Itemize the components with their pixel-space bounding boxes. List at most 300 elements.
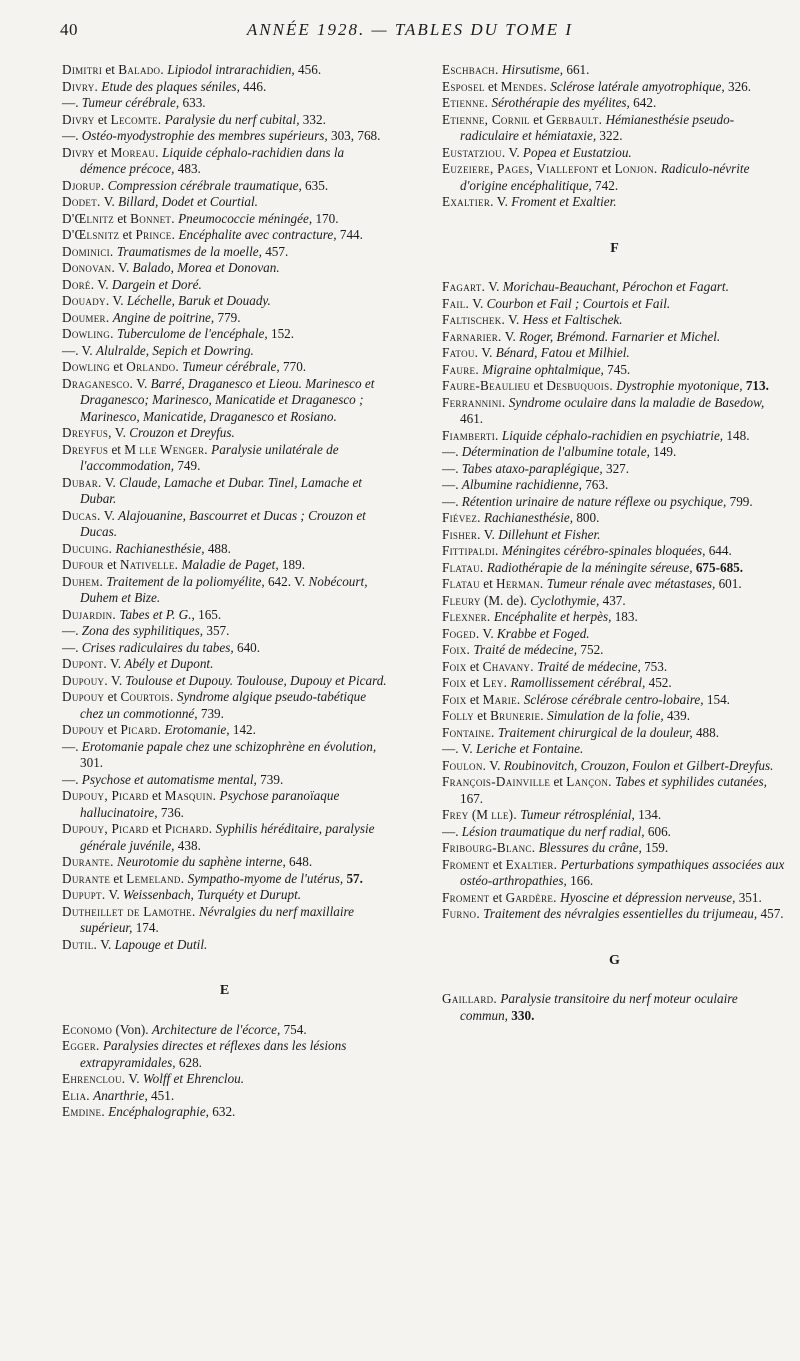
article-title: Traité de médecine,	[537, 658, 641, 674]
index-entry	[62, 260, 387, 277]
author-name: François-Dainville	[442, 774, 551, 789]
entry-text: V.	[109, 656, 122, 671]
article-title: Dargein et Doré.	[111, 276, 202, 292]
author-name: Faure-Beaulieu	[442, 378, 531, 393]
index-entry	[442, 79, 787, 96]
article-title: Roubinovitch, Crouzon, Foulon et Gilbert-Dreyfus.	[503, 757, 774, 773]
entry-text: 438.	[177, 837, 201, 853]
entry-text: 165.	[198, 606, 222, 622]
entry-text: 770.	[283, 359, 307, 374]
author-name: Dupont.	[62, 656, 107, 671]
entry-text: 303, 768.	[330, 128, 381, 143]
index-entry	[442, 906, 787, 923]
article-title: Lésion traumatique du nerf radial,	[461, 823, 645, 839]
index-entry	[442, 395, 787, 428]
article-title: Paralysie transitoire du nerf moteur oculaire commun,	[460, 991, 738, 1023]
index-entry	[442, 991, 787, 1024]
entry-text: 763.	[585, 477, 609, 492]
index-entry	[62, 79, 387, 96]
author-name: Durante.	[62, 854, 114, 869]
entry-text: 483.	[177, 161, 201, 176]
author-name: Desbuquois.	[546, 378, 613, 393]
index-entry	[62, 62, 387, 79]
author-name: lle Wenger.	[139, 441, 208, 457]
article-title: Radiculo-névrite d'origine encéphalitique,	[460, 161, 750, 193]
entry-text: 648.	[289, 854, 313, 869]
entry-text: —.	[442, 460, 459, 476]
index-entry	[442, 857, 787, 890]
entry-text: 642. V.	[267, 573, 306, 589]
author-name: Lecomte.	[110, 111, 162, 127]
index-entry	[62, 673, 387, 690]
author-name: Dowling.	[62, 326, 114, 341]
index-entry	[442, 725, 787, 742]
article-title: Tabes et syphilides cutanées,	[615, 774, 767, 789]
author-name: Dowling	[62, 359, 111, 374]
index-entry	[62, 326, 387, 343]
entry-text: 644.	[708, 543, 732, 558]
article-title: Toulouse et Dupouy. Toulouse, Dupouy et Picard.	[125, 672, 387, 688]
entry-text: 148.	[726, 427, 750, 443]
article-title: Crouzon et Dreyfus.	[129, 425, 235, 440]
entry-text: 456.	[298, 62, 322, 77]
article-title: Liquide céphalo-rachidien en psychiatrie,	[501, 427, 724, 443]
index-entry	[62, 623, 387, 640]
article-title: Psychose et automatisme mental,	[81, 771, 257, 787]
article-title: Albumine rachidienne,	[461, 477, 582, 492]
article-title: Erotomanie papale chez une schizophrène en évolution,	[81, 738, 377, 754]
index-entry	[62, 739, 387, 772]
index-entry	[62, 722, 387, 739]
entry-text: —.	[62, 128, 79, 143]
article-title: Maladie de Paget,	[181, 557, 279, 572]
article-title: Ramollissement cérébral,	[510, 675, 646, 690]
section-letter-heading: F	[610, 240, 619, 256]
author-name: Balado.	[118, 62, 164, 77]
entry-text: 800.	[576, 510, 600, 525]
entry-text: 744.	[339, 227, 363, 242]
author-name: Chavany.	[482, 658, 534, 674]
entry-text: 357.	[206, 623, 230, 638]
entry-text: V.	[111, 672, 123, 688]
entry-text: et	[469, 691, 480, 707]
index-entry	[62, 95, 387, 112]
author-name: D'Œlnitz	[62, 210, 115, 226]
entry-text: V.	[114, 425, 126, 440]
article-title: Roger, Brémond. Farnarier et Michel.	[519, 328, 721, 344]
article-title: Ostéo-myodystrophie des membres supérieurs,	[81, 128, 328, 143]
entry-text: (M	[471, 807, 488, 822]
index-entry	[62, 310, 387, 327]
entry-text: 633.	[182, 95, 206, 110]
author-name: Faltischek.	[442, 312, 506, 327]
entry-text: et	[533, 378, 544, 393]
index-entry	[62, 557, 387, 574]
entry-text: 189.	[281, 557, 305, 572]
author-name: Orlando.	[126, 359, 179, 374]
author-name: Foix	[442, 658, 467, 674]
author-name: Gardère.	[505, 889, 557, 905]
entry-text: —.	[442, 493, 459, 509]
author-name: D'Œlsnitz	[62, 227, 120, 242]
entry-text: et	[113, 870, 123, 886]
entry-text: V.	[128, 1071, 140, 1086]
article-title: Simulation de la folie,	[547, 708, 664, 723]
article-title: Encéphalite et herpès,	[493, 609, 612, 624]
author-name: Fittipaldi.	[442, 543, 499, 558]
author-name: Mendes.	[500, 78, 547, 94]
index-entry	[62, 194, 387, 211]
index-entry	[442, 329, 787, 346]
left-column	[62, 62, 387, 1121]
entry-text: —.	[442, 823, 459, 839]
entry-text: et	[492, 889, 503, 905]
entry-text: V.	[136, 375, 148, 391]
entry-text: 745.	[607, 361, 631, 377]
index-entry	[442, 807, 787, 824]
entry-text: V.	[489, 757, 501, 773]
article-title: Encéphalographie,	[108, 1104, 209, 1119]
entry-text: 170.	[315, 210, 339, 226]
article-title: Tumeur rétrosplénial,	[520, 807, 635, 822]
page-header	[60, 20, 760, 44]
author-name: Dutheillet de Lamothe.	[62, 903, 196, 919]
entry-text: 753.	[644, 658, 668, 674]
entry-text: 642.	[633, 95, 657, 110]
entry-text: et	[97, 111, 108, 127]
article-title: Sérothérapie des myélites,	[491, 95, 630, 110]
entry-text: 452.	[648, 675, 672, 690]
entry-text: —.	[62, 738, 79, 754]
entry-text: 601.	[718, 576, 742, 591]
index-entry	[442, 378, 787, 395]
article-title: Etude des plaques séniles,	[101, 78, 240, 94]
index-entry	[442, 428, 787, 445]
article-title: Syphilis héréditaire, paralysie générale juvénile,	[80, 821, 375, 853]
index-entry	[62, 359, 387, 376]
index-entry	[62, 293, 387, 310]
entry-text: 152.	[270, 326, 295, 341]
author-name: Ducuing.	[62, 540, 113, 556]
index-entry	[62, 227, 387, 244]
author-name: Dominici.	[62, 243, 114, 259]
author-name: Dutil.	[62, 936, 98, 952]
author-name: Exaltier.	[442, 194, 494, 209]
article-title: Neurotomie du saphène interne,	[117, 854, 286, 869]
author-name: Pichard.	[164, 821, 213, 836]
article-title: Rachianesthésie,	[115, 540, 205, 556]
article-title: Dillehunt et Fisher.	[498, 526, 601, 542]
index-entry	[442, 194, 787, 211]
author-name: Ehrenclou.	[62, 1071, 126, 1086]
running-title: ANNÉE 1928. — TABLES DU TOME I	[246, 20, 574, 39]
author-name: Foulon.	[442, 757, 487, 773]
entry-text: V.	[103, 194, 115, 209]
index-entry	[62, 1022, 387, 1039]
article-title: Popea et Eustatziou.	[522, 144, 632, 160]
entry-text: V.	[483, 526, 495, 542]
author-name: Exaltier.	[505, 856, 558, 872]
index-entry	[62, 1088, 387, 1105]
article-title: Dystrophie myotonique,	[616, 378, 743, 393]
entry-text: 661.	[566, 62, 590, 77]
author-name: Fribourg-Blanc.	[442, 840, 536, 855]
author-name: Froment	[442, 889, 490, 905]
index-entry	[62, 887, 387, 904]
article-title: Weissenbach, Turquéty et Durupt.	[122, 887, 302, 902]
entry-text: 488.	[695, 724, 720, 740]
index-entry	[442, 112, 787, 145]
entry-text: 451.	[151, 1087, 175, 1103]
article-title: Traitement chirurgical de la douleur,	[497, 724, 693, 740]
author-name: Doumer.	[62, 309, 110, 325]
entry-text: 457.	[760, 906, 784, 921]
index-entry	[442, 95, 787, 112]
author-name: Foix	[442, 691, 467, 707]
entry-text: 713.	[745, 378, 769, 393]
entry-text: 488.	[207, 540, 231, 556]
author-name: Eustatziou.	[442, 144, 506, 160]
author-name: Dupouy.	[62, 672, 108, 688]
index-entry	[442, 145, 787, 162]
article-title: Alulralde, Sepich et Dowring.	[95, 342, 254, 358]
author-name: Dreyfus,	[62, 425, 112, 440]
author-name: Esposel	[442, 78, 485, 94]
entry-text: et M	[111, 441, 136, 457]
right-column	[442, 62, 787, 1024]
entry-text: —. V.	[62, 342, 93, 358]
entry-text: 632.	[212, 1104, 236, 1119]
author-name: Fiévez.	[442, 510, 481, 525]
index-entry	[62, 607, 387, 624]
article-title: Tumeur cérébrale,	[182, 359, 280, 374]
entry-text: V.	[97, 276, 109, 292]
entry-text: V.	[472, 295, 484, 311]
index-entry	[442, 477, 787, 494]
article-title: Tabes et P. G.,	[119, 606, 195, 622]
author-name: Fail.	[442, 295, 470, 311]
index-entry	[442, 708, 787, 725]
article-title: Billard, Dodet et Courtial.	[118, 194, 258, 209]
article-title: Architecture de l'écorce,	[151, 1021, 281, 1037]
entry-text: 437.	[602, 592, 626, 608]
index-entry	[62, 1038, 387, 1071]
index-entry	[62, 244, 387, 261]
entry-text: 749.	[177, 458, 201, 473]
entry-text: et	[469, 658, 480, 674]
article-title: Wolff et Ehrenclou.	[142, 1071, 245, 1086]
author-name: Divry	[62, 111, 95, 127]
entry-text: V.	[103, 507, 115, 523]
entry-text: 739.	[200, 705, 224, 721]
author-name: Djorup.	[62, 177, 105, 193]
index-entry	[62, 376, 387, 426]
entry-text: et	[107, 557, 117, 572]
author-name: Faure.	[442, 361, 479, 377]
index-entry	[442, 890, 787, 907]
author-name: Frey	[442, 807, 469, 822]
entry-text: (M. de).	[483, 592, 527, 608]
entry-text: —.	[62, 95, 79, 110]
entry-text: 742.	[595, 177, 619, 193]
entry-text: 134.	[638, 807, 662, 822]
index-entry	[62, 821, 387, 854]
index-entry	[62, 656, 387, 673]
article-title: Balado, Morea et Donovan.	[132, 260, 280, 275]
index-entry	[442, 824, 787, 841]
index-entry	[442, 494, 787, 511]
article-title: Rachianesthésie,	[484, 510, 574, 525]
author-name: Draganesco.	[62, 375, 134, 391]
article-title: Courbon et Fail ; Courtois et Fail.	[486, 295, 671, 311]
index-entry	[62, 854, 387, 871]
index-entry	[442, 527, 787, 544]
author-name: Folly	[442, 708, 474, 723]
entry-text: 326.	[727, 78, 752, 94]
entry-text: et	[151, 821, 162, 836]
author-name: Dupouy, Picard	[62, 788, 149, 803]
index-entry	[62, 211, 387, 228]
entry-text: 159.	[645, 840, 669, 855]
entry-text: 330.	[511, 1007, 535, 1023]
article-title: Sclérose cérébrale centro-lobaire,	[523, 691, 704, 707]
index-entry	[442, 758, 787, 775]
author-name: Froment	[442, 856, 490, 872]
entry-text: et	[107, 689, 118, 704]
entry-text: et	[469, 675, 480, 690]
article-title: Perturbations sympathiques associées aux ostéo-arthropathies,	[460, 856, 785, 888]
index-entry	[442, 774, 787, 807]
author-name: Lonjon.	[614, 161, 658, 176]
entry-text: 635.	[305, 177, 329, 193]
author-name: Dupupt.	[62, 887, 106, 902]
author-name: Euzeiere, Pages, Viallefont	[442, 161, 599, 176]
article-title: Krabbe et Foged.	[496, 625, 590, 641]
index-entry	[442, 510, 787, 527]
index-entry	[442, 626, 787, 643]
article-title: Encéphalite avec contracture,	[178, 227, 337, 242]
article-title: Sympatho-myome de l'utérus,	[187, 870, 344, 886]
entry-text: 332.	[302, 111, 326, 127]
entry-text: (Von).	[115, 1021, 149, 1037]
article-title: Compression cérébrale traumatique,	[107, 177, 302, 193]
entry-text: V.	[504, 328, 516, 344]
index-entry	[442, 593, 787, 610]
author-name: Nativelle.	[119, 557, 179, 572]
article-title: Blessures du crâne,	[538, 840, 642, 855]
author-name: Durante	[62, 870, 111, 886]
article-title: Hess et Faltischek.	[522, 312, 623, 327]
index-entry	[442, 461, 787, 478]
entry-text: V.	[118, 260, 130, 275]
author-name: Lançon.	[566, 774, 612, 789]
article-title: Bénard, Fatou et Milhiel.	[495, 345, 630, 360]
entry-text: et	[553, 774, 563, 789]
article-title: Hyoscine et dépression nerveuse,	[560, 889, 736, 905]
article-title: Syndrome oculaire dans la maladie de Basedow,	[508, 394, 765, 410]
index-entry	[442, 576, 787, 593]
author-name: Fiamberti.	[442, 427, 499, 443]
article-title: Radiothérapie de la méningite séreuse,	[486, 559, 693, 575]
author-name: Dujardin.	[62, 606, 117, 622]
entry-text: V.	[112, 293, 124, 308]
index-entry	[442, 609, 787, 626]
index-entry	[442, 840, 787, 857]
author-name: Doré.	[62, 276, 95, 292]
author-name: Dubar.	[62, 474, 102, 490]
index-entry	[442, 560, 787, 577]
entry-text: V.	[508, 312, 520, 327]
author-name: Marie.	[482, 691, 521, 707]
index-entry	[442, 312, 787, 329]
entry-text: 327.	[605, 460, 630, 476]
author-name: Dupouy	[62, 689, 105, 704]
index-entry	[442, 675, 787, 692]
entry-text: 739.	[260, 771, 284, 787]
entry-text: 461.	[460, 411, 484, 426]
index-entry	[62, 541, 387, 558]
entry-text: 174.	[135, 920, 159, 935]
article-title: Barré, Draganesco et Lieou. Marinesco et Draganesco; Marinesco, Manicatide et Draganesco ; Marinesco, Manicatide, Draganesco et Rosiano.	[80, 375, 375, 424]
entry-text: et	[533, 111, 543, 127]
article-title: Leriche et Fontaine.	[475, 741, 584, 756]
entry-text: V.	[496, 194, 508, 209]
article-title: Alajouanine, Bascourret et Ducas ; Crouzon et Ducas.	[80, 507, 366, 539]
index-entry	[62, 937, 387, 954]
author-name: Courtois.	[120, 689, 174, 704]
entry-text: 166.	[570, 873, 594, 888]
author-name: Douady.	[62, 293, 110, 308]
author-name: Gaillard.	[442, 991, 498, 1006]
entry-text: 446.	[243, 78, 267, 94]
article-title: Tumeur rénale avec métastases,	[546, 576, 716, 591]
index-entry	[442, 279, 787, 296]
author-name: Economo	[62, 1021, 113, 1037]
entry-text: —.	[62, 623, 79, 638]
author-name: Herman.	[496, 576, 544, 591]
article-title: Hirsutisme,	[501, 62, 564, 77]
index-entry	[62, 788, 387, 821]
index-entry	[62, 1104, 387, 1121]
index-entry	[62, 574, 387, 607]
entry-text: et	[487, 78, 498, 94]
entry-text: 154.	[706, 691, 730, 707]
index-entry	[62, 343, 387, 360]
index-entry	[442, 642, 787, 659]
article-title: Lapouge et Dutil.	[114, 936, 208, 952]
entry-text: et	[122, 227, 133, 242]
article-title: Hémianesthésie pseudo-radiculaire et hémiataxie,	[460, 111, 735, 143]
index-entry	[62, 425, 387, 442]
article-title: Méningites cérébro-spinales bloquées,	[501, 543, 706, 558]
author-name: Emdine.	[62, 1104, 105, 1119]
index-entry	[442, 362, 787, 379]
entry-text: —.	[62, 771, 79, 787]
entry-text: —. V.	[442, 741, 473, 756]
article-title: Syndrome algique pseudo-tabétique chez un commotionné,	[80, 689, 367, 721]
author-name: Fatou.	[442, 345, 479, 360]
author-name: Etienne.	[442, 95, 489, 110]
index-entry	[62, 508, 387, 541]
article-title: Liquide céphalo-rachidien dans la démence précoce,	[80, 144, 345, 176]
article-title: Claude, Lamache et Dubar. Tinel, Lamache et Dubar.	[80, 474, 362, 506]
author-name: Lemeland.	[126, 870, 185, 886]
index-entry	[62, 689, 387, 722]
entry-text: et	[113, 359, 123, 374]
author-name: Eschbach.	[442, 62, 499, 77]
article-title: Cyclothymie,	[530, 592, 600, 608]
entry-text: V.	[104, 474, 116, 490]
